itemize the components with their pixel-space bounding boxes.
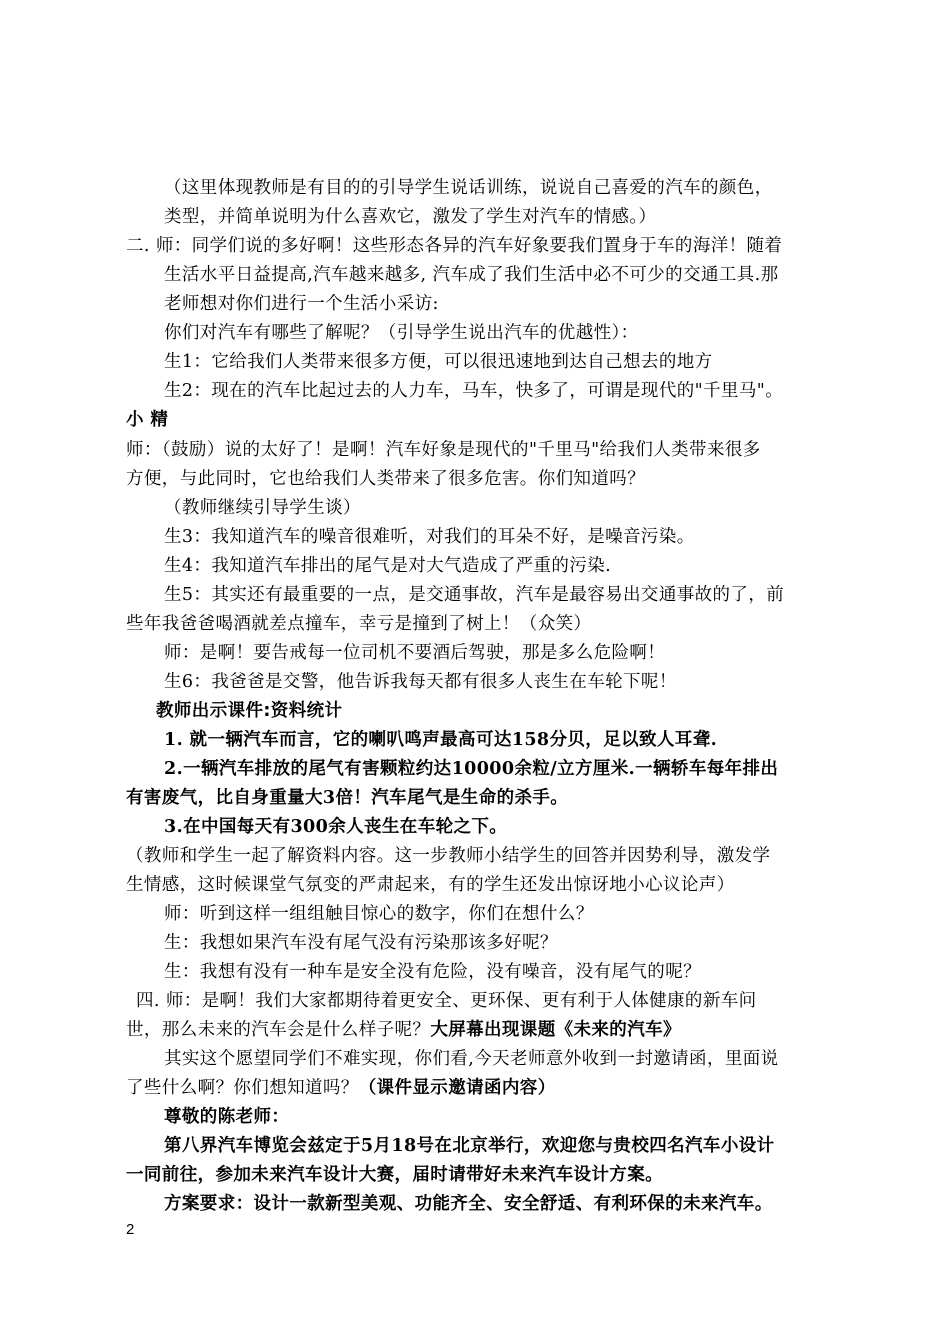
paragraph-line: 生活水平日益提高,汽车越来越多, 汽车成了我们生活中必不可少的交通工具.那 bbox=[164, 265, 779, 285]
courseware-note: （课件显示邀请函内容） bbox=[358, 1078, 556, 1098]
paragraph-line: 类型，并简单说明为什么喜欢它，激发了学生对汽车的情感。） bbox=[164, 207, 657, 227]
invitation-salutation: 尊敬的陈老师： bbox=[164, 1107, 290, 1127]
paragraph-line: 老师想对你们进行一个生活小采访: bbox=[164, 294, 439, 314]
paragraph-line: 生4：我知道汽车排出的尾气是对大气造成了严重的污染. bbox=[164, 556, 612, 576]
paragraph-line: （教师和学生一起了解资料内容。这一步教师小结学生的回答并因势利导，激发学 bbox=[126, 846, 771, 866]
invitation-line: 一同前往，参加未来汽车设计大赛，届时请带好未来汽车设计方案。 bbox=[126, 1165, 663, 1185]
paragraph-line: 方便，与此同时，它也给我们人类带来了很多危害。你们知道吗？ bbox=[126, 469, 646, 489]
statistics-item: 有害废气，比自身重量大3倍！汽车尾气是生命的杀手。 bbox=[126, 788, 569, 808]
paragraph-line: 师：（鼓励）说的太好了！是啊！汽车好象是现代的"千里马"给我们人类带来很多 bbox=[126, 440, 761, 460]
page-number: 2 bbox=[126, 1221, 135, 1238]
invitation-line: 方案要求：设计一款新型美观、功能齐全、安全舒适、有利环保的未来汽车。 bbox=[164, 1194, 773, 1214]
paragraph-line: 生3：我知道汽车的噪音很难听，对我们的耳朵不好，是噪音污染。 bbox=[164, 527, 695, 547]
paragraph-line: 生：我想有没有一种车是安全没有危险，没有噪音，没有尾气的呢？ bbox=[164, 962, 701, 982]
paragraph-line: 师：是啊！要告戒每一位司机不要酒后驾驶，那是多么危险啊！ bbox=[164, 643, 666, 663]
paragraph-line: 些年我爸爸喝酒就差点撞车，幸亏是撞到了树上！（众笑） bbox=[126, 614, 592, 634]
invitation-line: 第八界汽车博览会兹定于5月18号在北京举行，欢迎您与贵校四名汽车小设计 bbox=[164, 1136, 775, 1156]
paragraph-line: 其实这个愿望同学们不难实现，你们看,今天老师意外收到一封邀请函，里面说 bbox=[164, 1049, 779, 1069]
paragraph-line: 生1：它给我们人类带来很多方便，可以很迅速地到达自己想去的地方 bbox=[164, 352, 713, 372]
statistics-item: 1. 就一辆汽车而言，它的喇叭鸣声最高可达158分贝，足以致人耳聋. bbox=[164, 730, 718, 750]
paragraph-line: （这里体现教师是有目的的引导学生说话训练，说说自己喜爱的汽车的颜色， bbox=[164, 178, 773, 198]
paragraph-line: 师：听到这样一组组触目惊心的数字，你们在想什么？ bbox=[164, 904, 594, 924]
paragraph-line: 生情感，这时候课堂气氛变的严肃起来，有的学生还发出惊讶地小心议论声） bbox=[126, 875, 735, 895]
paragraph-line bbox=[126, 1014, 681, 1046]
paragraph-line bbox=[126, 1072, 556, 1104]
lesson-title: 大屏幕出现课题《未来的汽车》 bbox=[430, 1020, 681, 1040]
paragraph-line: 生5：其实还有最重要的一点，是交通事故，汽车是最容易出交通事故的了，前 bbox=[164, 585, 785, 605]
statistics-item: 3.在中国每天有300余人丧生在车轮之下。 bbox=[164, 817, 508, 837]
paragraph-line: 生2：现在的汽车比起过去的人力车，马车，快多了，可谓是现代的"千里马"。 bbox=[164, 381, 784, 401]
section-heading-two: 二. 师：同学们说的多好啊！这些形态各异的汽车好象要我们置身于车的海洋！随着 bbox=[126, 236, 783, 256]
paragraph-line: 生6：我爸爸是交警，他告诉我每天都有很多人丧生在车轮下呢！ bbox=[164, 672, 677, 692]
section-heading-four: 四. 师：是啊！我们大家都期待着更安全、更环保、更有利于人体健康的新车问 bbox=[136, 991, 757, 1011]
paragraph-text: 世，那么未来的汽车会是什么样子呢？ bbox=[126, 1020, 431, 1040]
paragraph-text: 了些什么啊？你们想知道吗？ bbox=[126, 1078, 359, 1098]
paragraph-line: 教师出示课件:资料统计 bbox=[156, 701, 343, 721]
paragraph-line: （教师继续引导学生谈） bbox=[164, 498, 361, 518]
paragraph-line: 生：我想如果汽车没有尾气没有污染那该多好呢？ bbox=[164, 933, 558, 953]
paragraph-line: 小 精 bbox=[126, 410, 169, 430]
statistics-item: 2.一辆汽车排放的尾气有害颗粒约达10000余粒/立方厘米.一辆轿车每年排出 bbox=[164, 759, 779, 779]
paragraph-line: 你们对汽车有哪些了解呢？（引导学生说出汽车的优越性）： bbox=[164, 323, 639, 343]
